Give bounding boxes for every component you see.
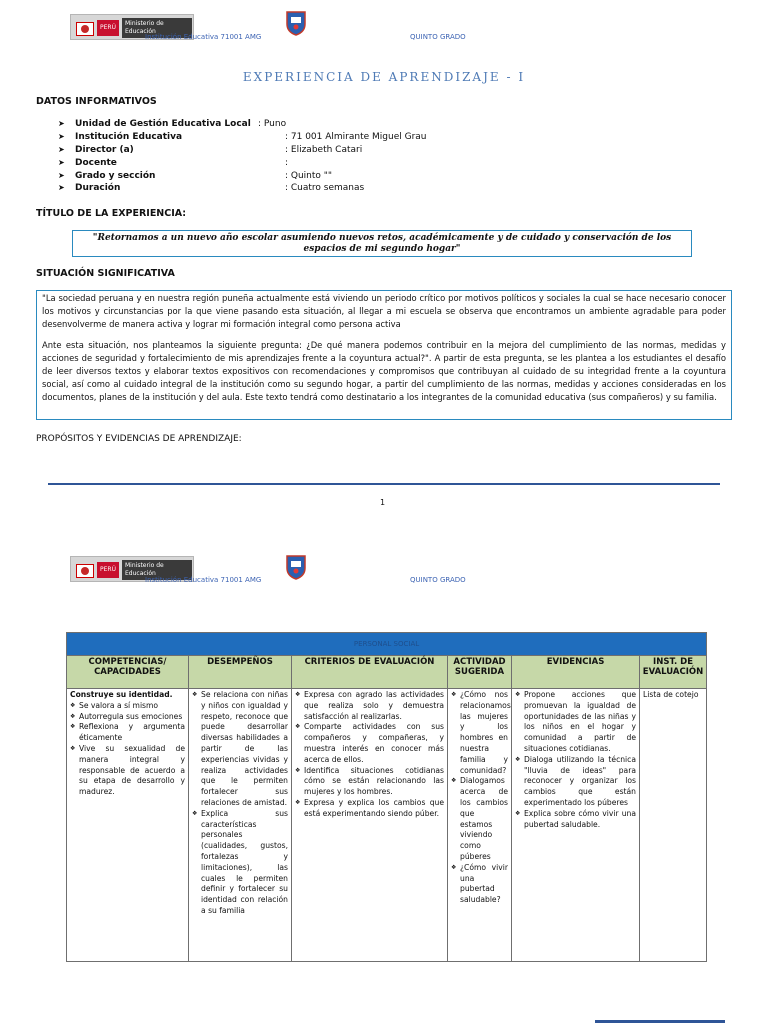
list-item: ❖ Se relaciona con niñas y niños con igualdad y respeto, reconoce que puede desarrollar diversas habilidades a partir de las experiencias vividas y realiza actividades que le permiten fortalecer sus relaciones de amistad. (192, 690, 288, 809)
list-item: ❖ Autorregula sus emociones (70, 712, 185, 723)
dato-value: : Elizabeth Catari (285, 145, 363, 155)
experience-title-box: "Retornamos a un nuevo año escolar asumiendo nuevos retos, académicamente y de cuidado y conservación de los espacios de mi segundo hogar" (72, 230, 692, 257)
list-item: ❖ Identifica situaciones cotidianas cómo se están relacionando las mujeres y los hombres. (295, 766, 444, 798)
dato-label: Docente (75, 158, 117, 168)
column-header: DESEMPEÑOS (189, 656, 292, 689)
peru-flag-icon (76, 22, 94, 36)
grade-label: QUINTO GRADO (410, 576, 466, 584)
datos-heading: DATOS INFORMATIVOS (36, 96, 157, 107)
dato-label: Duración (75, 183, 121, 193)
competencia-title: Construye su identidad. (70, 690, 173, 699)
dato-value: : Puno (258, 119, 287, 129)
titulo-heading: TÍTULO DE LA EXPERIENCIA: (36, 208, 187, 219)
peru-label: PERÚ (97, 562, 119, 578)
peru-label: PERÚ (97, 20, 119, 36)
list-item: ❖ ¿Cómo nos relacionamos las mujeres y los hombres en nuestra familia y comunidad? (451, 690, 508, 776)
ministry-label: Ministerio de Educación (122, 560, 192, 580)
institution-name: Institución Educativa 71001 AMG (145, 576, 262, 584)
page-footer-divider (595, 1020, 725, 1023)
propositos-table (66, 632, 707, 962)
school-shield-icon (285, 10, 307, 36)
criterios-cell (292, 689, 448, 962)
column-header: CRITERIOS DE EVALUACIÓN (292, 656, 448, 689)
propositos-heading: PROPÓSITOS Y EVIDENCIAS DE APRENDIZAJE: (36, 434, 242, 444)
dato-label: Director (a) (75, 145, 134, 155)
grade-label: QUINTO GRADO (410, 33, 466, 41)
arrow-bullet-icon: ➤ (58, 132, 65, 141)
list-item: ❖ Expresa y explica los cambios que está experimentando siendo púber. (295, 798, 444, 820)
page-number: 1 (380, 498, 386, 507)
arrow-bullet-icon: ➤ (58, 145, 65, 154)
situacion-box (36, 290, 732, 420)
column-header: ACTIVIDAD SUGERIDA (448, 656, 512, 689)
situacion-paragraph: Ante esta situación, nos planteamos la siguiente pregunta: ¿De qué manera podemos contribuir en la mejora del cumplimiento de las normas, medidas y acciones de seguridad y fortalecimiento de mis aprendizajes frente a la coyuntura actual?". A partir de esta pregunta, se les plantea a los estudiantes el desafío de leer diversos textos y elaborar textos expositivos con recomendaciones y compromisos que contribuyan al cuidado de su integridad frente a la coyuntura social, así como al cuidado integral de la institución como su segundo hogar, a partir del cumplimiento de las normas, medidas y acciones consideradas en los documentos, planes de la institución y del aula. Este texto tendrá como destinatario a los integrantes de la comunidad educativa (sus compañeros) y su familia. (42, 340, 726, 402)
evidencias-cell (512, 689, 640, 962)
dato-label: Unidad de Gestión Educativa Local (75, 119, 251, 129)
list-item: ❖ Dialoga utilizando la técnica "lluvia de ideas" para reconocer y organizar los cambios que están experimentado los púberes (515, 755, 636, 809)
dato-value: : Quinto "" (285, 171, 333, 181)
list-item: ❖ Vive su sexualidad de manera integral y responsable de acuerdo a su etapa de desarrollo y madurez. (70, 744, 185, 798)
school-shield-icon (285, 554, 307, 580)
arrow-bullet-icon: ➤ (58, 119, 65, 128)
dato-label: Institución Educativa (75, 132, 183, 142)
dato-value: : (285, 158, 289, 168)
arrow-bullet-icon: ➤ (58, 171, 65, 180)
column-header: INST. DE EVALUACIÓN (640, 656, 707, 689)
column-header: COMPETENCIAS/ CAPACIDADES (67, 656, 189, 689)
column-header: EVIDENCIAS (512, 656, 640, 689)
arrow-bullet-icon: ➤ (58, 183, 65, 192)
page-footer-divider (48, 483, 720, 485)
list-item: ❖ Propone acciones que promuevan la igualdad de oportunidades de las niñas y los niños en el hogar y comunidad a partir de situaciones cotidianas. (515, 690, 636, 755)
dato-value: : 71 001 Almirante Miguel Grau (285, 132, 427, 142)
arrow-bullet-icon: ➤ (58, 158, 65, 167)
actividades-cell (448, 689, 512, 962)
institution-name: Institución Educativa 71001 AMG (145, 33, 262, 41)
area-banner: PERSONAL SOCIAL (67, 633, 707, 656)
ministry-label: Ministerio de Educación (122, 18, 192, 38)
list-item: ❖ ¿Cómo vivir una pubertad saludable? (451, 863, 508, 906)
situacion-paragraph: "La sociedad peruana y en nuestra región puneña actualmente está viviendo un periodo crítico por motivos políticos y sociales la cual se hace necesario conocer los motivos y circunstancias por la que viene pasando esta situación, al llegar a mi escuela se observa que encontramos un ambiente agradable para poder desenvolverme de manera activa y lograr mi formación integral como persona activa (42, 293, 726, 329)
list-item: ❖ Dialogamos acerca de los cambios que estamos viviendo como púberes (451, 776, 508, 862)
list-item: ❖ Comparte actividades con sus compañeros y compañeras, y muestra interés en conocer más acerca de ellos. (295, 722, 444, 765)
desempenos-cell (189, 689, 292, 962)
list-item: ❖ Explica sobre cómo vivir una pubertad saludable. (515, 809, 636, 831)
list-item: ❖ Explica sus características personales (cualidades, gustos, fortalezas y limitaciones), las cuales le permiten definir y fortalecer su identidad con relación a su familia (192, 809, 288, 917)
list-item: ❖ Expresa con agrado las actividades que realiza solo y demuestra satisfacción al realizarlas. (295, 690, 444, 722)
dato-label: Grado y sección (75, 171, 156, 181)
peru-flag-icon (76, 564, 94, 578)
list-item: ❖ Se valora a sí mismo (70, 701, 185, 712)
page-title: EXPERIENCIA DE APRENDIZAJE - I (242, 70, 526, 84)
competencias-cell (67, 689, 189, 962)
list-item: ❖ Reflexiona y argumenta éticamente (70, 722, 185, 744)
instrumento-cell: Lista de cotejo (640, 689, 707, 962)
situacion-heading: SITUACIÓN SIGNIFICATIVA (36, 268, 175, 279)
dato-value: : Cuatro semanas (285, 183, 365, 193)
